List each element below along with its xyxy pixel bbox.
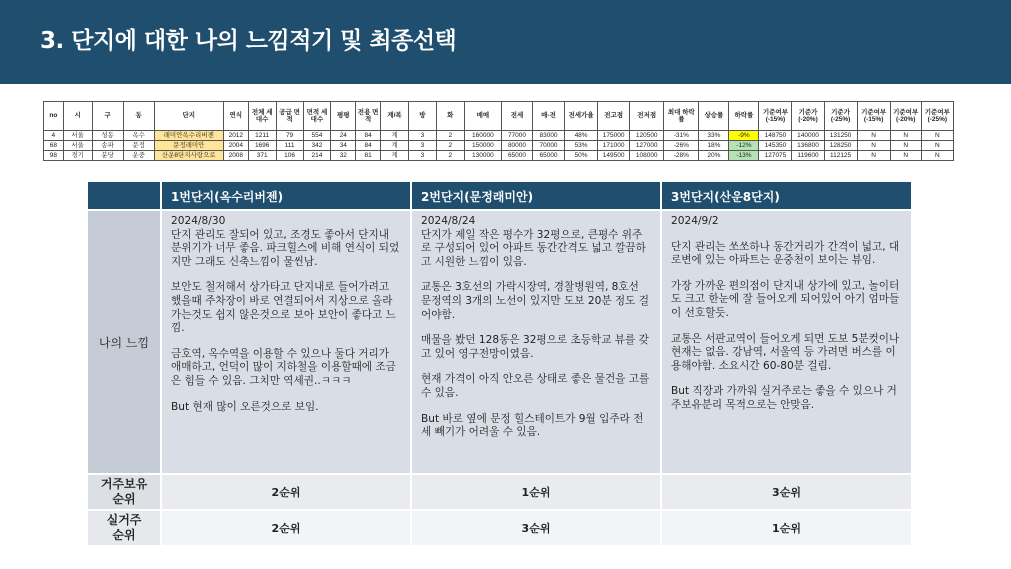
rank-label-line1: 거주보유 [100, 477, 148, 491]
rank-cell: 1순위 [661, 510, 912, 546]
summary-header-cell: 하락률 [729, 102, 759, 131]
summary-cell: -12% [729, 141, 759, 151]
summary-cell: 554 [303, 131, 331, 141]
summary-cell: 1696 [248, 141, 276, 151]
visit-date: 2024/9/2 [671, 215, 719, 227]
summary-cell: 127075 [759, 151, 792, 161]
summary-cell: 20% [699, 151, 729, 161]
rank-row-residence [87, 510, 912, 546]
rank-row-label [87, 510, 161, 546]
feeling-row [87, 210, 912, 474]
summary-cell: 131250 [824, 131, 857, 141]
summary-header-cell: 계/복 [381, 102, 409, 131]
page-title: 3. 단지에 대한 나의 느낌적기 및 최종선택 [40, 28, 457, 54]
summary-cell: 3 [408, 151, 436, 161]
summary-cell: 65000 [532, 151, 564, 161]
summary-cell: 84 [356, 131, 381, 141]
summary-header-cell: 공급 면적 [276, 102, 303, 131]
summary-row [44, 141, 954, 151]
summary-cell: 140000 [792, 131, 824, 141]
summary-header-cell: 평평 [331, 102, 356, 131]
summary-header-cell: 기준여부 (-20%) [890, 102, 921, 131]
column-header-complex-3: 3번단지(산운8단지) [661, 181, 912, 210]
summary-cell: -31% [664, 131, 699, 141]
summary-cell: 24 [331, 131, 356, 141]
summary-cell: 성동 [92, 131, 123, 141]
summary-cell: 1211 [248, 131, 276, 141]
summary-cell: N [921, 151, 953, 161]
summary-cell: 3 [408, 131, 436, 141]
summary-cell: 33% [699, 131, 729, 141]
summary-cell: 34 [331, 141, 356, 151]
feeling-paragraph: 교통은 3호선의 가락시장역, 경찰병원역, 8호선 문정역의 3개의 노선이 있지만 도보 20분 정도 걸어야함. [421, 281, 649, 321]
feeling-paragraph: 보안도 철저해서 상가타고 단지내로 들어가려고 했을때 주차장이 바로 연결되어서 지상으로 올라가는것도 쉽지 않은것으로 보아 보안이 좋다고 느낌. [171, 281, 396, 335]
feeling-paragraph: 매물을 봤던 128동은 32평으로 초등학교 뷰를 갖고 있어 영구전망이였음. [421, 334, 649, 360]
summary-cell: N [921, 141, 953, 151]
summary-cell: 옥수 [123, 131, 154, 141]
summary-cell: 119600 [792, 151, 824, 161]
summary-header-cell: 최대 하락률 [664, 102, 699, 131]
summary-header-cell: 전세가율 [565, 102, 598, 131]
summary-cell: 3 [408, 141, 436, 151]
summary-header-cell: 전세 [501, 102, 532, 131]
summary-cell: 171000 [598, 141, 630, 151]
feeling-paragraph: 가장 가까운 편의점이 단지내 상가에 있고, 놀이터도 크고 한눈에 잘 들어오게 되어있어 아기 엄마들이 선호할듯. [671, 279, 900, 319]
summary-cell: 2 [436, 141, 464, 151]
feeling-paragraph: But 바로 옆에 문정 힐스테이트가 9월 입주라 전세 빼기가 어려울 수 있음. [421, 412, 644, 439]
rank-label-line2: 순위 [112, 492, 136, 506]
summary-row [44, 131, 954, 141]
summary-table [43, 101, 954, 161]
summary-cell: 32 [331, 151, 356, 161]
summary-cell: 4 [44, 131, 64, 141]
summary-header-cell: 전고점 [598, 102, 630, 131]
summary-header-row [44, 102, 954, 131]
summary-header-cell: 시 [63, 102, 92, 131]
summary-cell: 송파 [92, 141, 123, 151]
feeling-paragraph: But 현재 많이 오른것으로 보임. [171, 400, 319, 413]
feeling-paragraph: 단지 관리는 쏘쏘하나 동간거리가 간격이 넓고, 대로변에 있는 아파트는 운중천이 보이는 뷰임. [671, 240, 900, 267]
summary-cell: -28% [664, 151, 699, 161]
summary-cell: 371 [248, 151, 276, 161]
summary-cell: 160000 [464, 131, 501, 141]
summary-header-cell: 상승률 [699, 102, 729, 131]
rank-cell: 2순위 [161, 474, 411, 510]
summary-cell: 80000 [501, 141, 532, 151]
visit-date: 2024/8/24 [421, 215, 476, 227]
rank-row-ownership [87, 474, 912, 510]
rank-cell: 3순위 [411, 510, 661, 546]
summary-cell: 150000 [464, 141, 501, 151]
summary-cell: 2 [436, 151, 464, 161]
summary-cell: 106 [276, 151, 303, 161]
summary-cell: 98 [44, 151, 64, 161]
summary-cell: 2008 [223, 151, 248, 161]
summary-cell: 분당 [92, 151, 123, 161]
summary-header-cell: 단지 [154, 102, 223, 131]
comparison-header-row [87, 181, 912, 210]
summary-cell: N [857, 131, 890, 141]
summary-cell: 83000 [532, 131, 564, 141]
feeling-row-label: 나의 느낌 [87, 210, 161, 474]
summary-cell: 77000 [501, 131, 532, 141]
summary-cell: N [890, 141, 921, 151]
summary-cell: 120500 [630, 131, 664, 141]
summary-cell: 65000 [501, 151, 532, 161]
rank-row-label [87, 474, 161, 510]
feeling-paragraph: 금호역, 옥수역을 이용할 수 있으나 둘다 거리가 애매하고, 언덕이 많이 지하철을 이용할때에 조금은 힘들 수 있음. 그치만 역세권..ㅋㅋㅋ [171, 347, 396, 387]
summary-cell: 70000 [532, 141, 564, 151]
feeling-paragraph: 단지 관리도 잘되어 있고, 조경도 좋아서 단지내 분위기가 너무 좋음. 파크힐스에 비해 연식이 되었지만 그래도 신축느낌이 물씬남. [171, 228, 400, 268]
page-title-bar [0, 0, 1011, 84]
summary-cell: 130000 [464, 151, 501, 161]
feeling-cell-complex-3 [661, 210, 912, 474]
summary-header-cell: 기준가 (-25%) [824, 102, 857, 131]
summary-cell: 서울 [63, 131, 92, 141]
summary-header-cell: 전저점 [630, 102, 664, 131]
summary-cell: 계 [381, 151, 409, 161]
summary-header-cell: no [44, 102, 64, 131]
feeling-paragraph: 현재 가격이 아직 안오른 상태로 좋은 물건을 고를 수 있음. [421, 373, 650, 399]
feeling-paragraph: 교통은 서판교역이 들어오게 되면 도보 5분컷이나 현재는 없음. 강남역, 서울역 등 가려면 버스를 이용해야함. 소요시간 60-80분 걸림. [671, 332, 900, 372]
summary-header-cell: 방 [408, 102, 436, 131]
summary-cell: 48% [565, 131, 598, 141]
summary-cell: 84 [356, 141, 381, 151]
summary-cell: -26% [664, 141, 699, 151]
summary-cell: N [890, 131, 921, 141]
summary-cell: 래미안옥수리버젠 [154, 131, 223, 141]
rank-cell: 2순위 [161, 510, 411, 546]
summary-header-cell: 기준여부 (-15%) [759, 102, 792, 131]
feeling-paragraph: But 직장과 가까워 실거주로는 좋을 수 있으나 거주보유분리 목적으로는 안맞음. [671, 385, 897, 411]
summary-header-cell: 기준가 (-20%) [792, 102, 824, 131]
corner-cell [87, 181, 161, 210]
summary-cell: N [857, 141, 890, 151]
summary-header-cell: 전용 면적 [356, 102, 381, 131]
summary-cell: 계 [381, 131, 409, 141]
summary-header-cell: 구 [92, 102, 123, 131]
rank-label-line1: 실거주 [106, 513, 142, 527]
summary-header-cell: 동 [123, 102, 154, 131]
summary-cell: 136800 [792, 141, 824, 151]
feeling-paragraph: 단지가 제일 작은 평수가 32평으로, 큰평수 위주로 구성되어 있어 아파트 동간간격도 넓고 깔끔하고 시원한 느낌이 있음. [421, 228, 646, 268]
summary-header-cell: 면적 세대수 [303, 102, 331, 131]
summary-cell: -9% [729, 131, 759, 141]
summary-cell: N [921, 131, 953, 141]
summary-cell: 산운8단지사랑으로 [154, 151, 223, 161]
summary-cell: 145350 [759, 141, 792, 151]
summary-cell: 50% [565, 151, 598, 161]
summary-cell: -13% [729, 151, 759, 161]
summary-header-cell: 매매 [464, 102, 501, 131]
summary-cell: 111 [276, 141, 303, 151]
summary-cell: 서울 [63, 141, 92, 151]
feeling-cell-complex-1 [161, 210, 411, 474]
summary-cell: 2 [436, 131, 464, 141]
summary-cell: 149500 [598, 151, 630, 161]
rank-label-line2: 순위 [112, 528, 136, 542]
summary-cell: 127000 [630, 141, 664, 151]
visit-date: 2024/8/30 [171, 215, 226, 227]
summary-header-cell: 기준여부 (-25%) [921, 102, 953, 131]
summary-cell: 경기 [63, 151, 92, 161]
summary-cell: 68 [44, 141, 64, 151]
summary-header-cell: 기준여부 (-15%) [857, 102, 890, 131]
summary-cell: 175000 [598, 131, 630, 141]
summary-cell: 53% [565, 141, 598, 151]
summary-cell: 79 [276, 131, 303, 141]
summary-header-cell: 매-전 [532, 102, 564, 131]
summary-cell: N [857, 151, 890, 161]
summary-cell: 문정 [123, 141, 154, 151]
summary-cell: 148750 [759, 131, 792, 141]
summary-row [44, 151, 954, 161]
comparison-table [86, 180, 913, 547]
summary-cell: 108000 [630, 151, 664, 161]
summary-header-cell: 전체 세대수 [248, 102, 276, 131]
summary-cell: 계 [381, 141, 409, 151]
summary-cell: 문정래미안 [154, 141, 223, 151]
summary-header-cell: 화 [436, 102, 464, 131]
summary-cell: 18% [699, 141, 729, 151]
summary-cell: 81 [356, 151, 381, 161]
summary-cell: 2012 [223, 131, 248, 141]
summary-cell: 128250 [824, 141, 857, 151]
summary-cell: 112125 [824, 151, 857, 161]
summary-cell: 운중 [123, 151, 154, 161]
column-header-complex-1: 1번단지(옥수리버젠) [161, 181, 411, 210]
summary-cell: 2004 [223, 141, 248, 151]
rank-cell: 3순위 [661, 474, 912, 510]
summary-header-cell: 연식 [223, 102, 248, 131]
rank-cell: 1순위 [411, 474, 661, 510]
summary-cell: N [890, 151, 921, 161]
summary-cell: 342 [303, 141, 331, 151]
column-header-complex-2: 2번단지(문정래미안) [411, 181, 661, 210]
feeling-cell-complex-2 [411, 210, 661, 474]
summary-cell: 214 [303, 151, 331, 161]
